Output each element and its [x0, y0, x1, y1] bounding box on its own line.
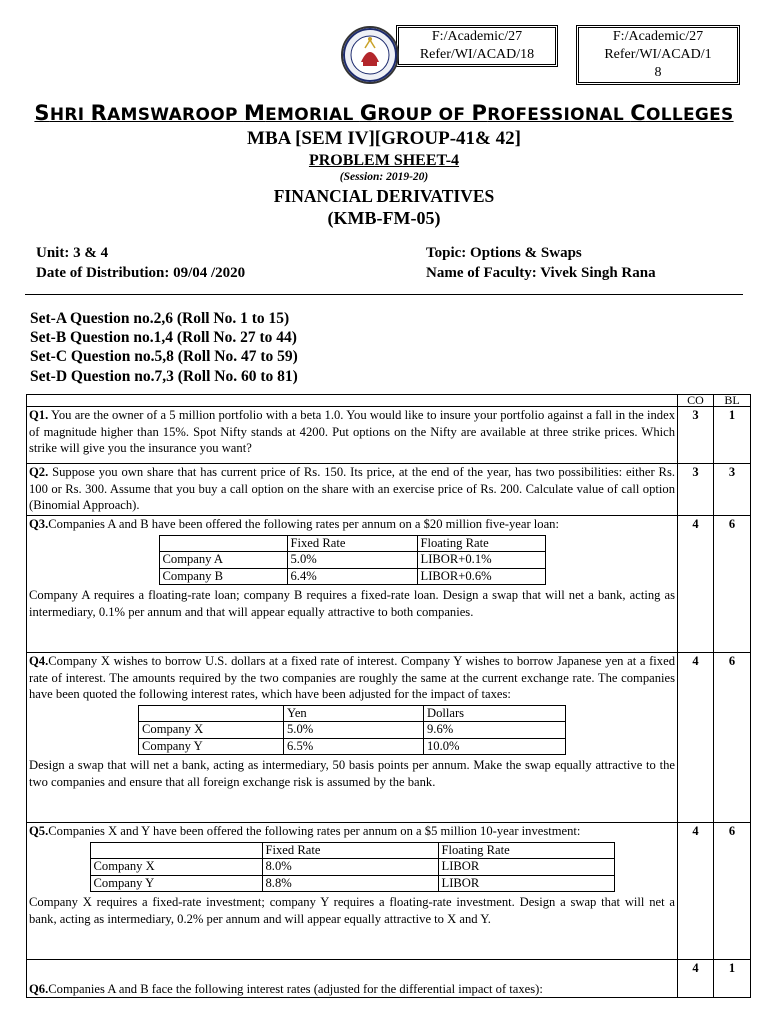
co-value: 3: [678, 407, 714, 464]
question-text: Suppose you own share that has current price of Rs. 150. Its price, at the end of the year, has two possibilities: either Rs. 100 or Rs. 300. Assume that you buy a call option on the share with an exercise price of Rs. 200. Calculate value of call option (Binomial Approach).: [29, 465, 675, 512]
reference-line: F:/Academic/27: [612, 29, 704, 44]
header-blank: [27, 395, 678, 407]
co-value: 4: [678, 653, 714, 823]
question-row: [27, 407, 751, 464]
rate-table-header-cell: [90, 842, 262, 859]
header-co: CO: [678, 395, 714, 407]
question-number: Q2.: [29, 465, 49, 479]
rate-table-cell: 9.6%: [424, 722, 566, 739]
rate-table-header-cell: Yen: [284, 705, 424, 722]
college-name-word: HRI: [49, 105, 91, 125]
set-line: Set-D Question no.7,3 (Roll No. 60 to 81): [30, 368, 298, 385]
college-logo: [341, 26, 399, 84]
bl-value: 6: [714, 516, 751, 653]
reference-line: Refer/WI/ACAD/1: [604, 47, 712, 62]
rate-table-cell: Company Y: [90, 875, 262, 892]
question-followup: Company A requires a floating-rate loan; company B requires a fixed-rate loan. Design a swap that will net a bank, acting as intermediary, 0.1% per annum and that will appear equally attractive to both companies.: [29, 588, 675, 619]
rate-table: [138, 705, 566, 756]
question-number: Q3.: [29, 517, 49, 531]
bl-value: 3: [714, 464, 751, 516]
question-number: Q6.: [29, 981, 49, 996]
question-number: Q4.: [29, 654, 49, 668]
question-cell: [27, 960, 678, 998]
college-name-word: EMORIAL: [265, 105, 360, 125]
rate-table-cell: Company Y: [139, 738, 284, 755]
question-cell: [27, 464, 678, 516]
faculty-label: Name of Faculty: Vivek Singh Rana: [426, 265, 656, 281]
rate-table-header-cell: Floating Rate: [417, 535, 545, 552]
rate-table-row: [159, 568, 545, 585]
program-title: MBA [SEM IV][GROUP-41& 42]: [247, 128, 521, 149]
question-cell: [27, 407, 678, 464]
set-line: Set-A Question no.2,6 (Roll No. 1 to 15): [30, 310, 290, 327]
rate-table-cell: 6.4%: [287, 568, 417, 585]
rate-table-header: [159, 535, 545, 552]
rate-table-header-cell: Fixed Rate: [287, 535, 417, 552]
rate-table-row: [90, 875, 614, 892]
reference-line: 8: [654, 65, 662, 80]
question-number: Q1.: [29, 408, 49, 422]
rate-table-cell: Company B: [159, 568, 287, 585]
reference-line: Refer/WI/ACAD/18: [419, 47, 535, 62]
question-number: Q5.: [29, 824, 49, 838]
date-label: Date of Distribution: 09/04 /2020: [36, 265, 246, 281]
reference-line: F:/Academic/27: [431, 29, 523, 44]
rate-table-cell: 5.0%: [287, 552, 417, 569]
rate-table: [90, 842, 615, 893]
question-table: [26, 394, 751, 998]
rate-table-row: [90, 859, 614, 876]
college-name-word: OLLEGES: [645, 105, 734, 125]
rate-table-header: [139, 705, 566, 722]
question-row: [27, 464, 751, 516]
question-row: [27, 823, 751, 960]
rate-table-cell: 8.8%: [262, 875, 438, 892]
subject-title: FINANCIAL DERIVATIVES: [273, 186, 495, 206]
college-name-capital: M: [243, 101, 266, 125]
co-value: 4: [678, 823, 714, 960]
rate-table-cell: Company A: [159, 552, 287, 569]
question-row: [27, 653, 751, 823]
rate-table-cell: LIBOR+0.6%: [417, 568, 545, 585]
college-name-word: ROUP OF: [377, 105, 472, 125]
question-cell: [27, 823, 678, 960]
rate-table-cell: LIBOR: [438, 859, 614, 876]
rate-table-cell: Company X: [90, 859, 262, 876]
co-value: 4: [678, 960, 714, 998]
rate-table-header-cell: Dollars: [424, 705, 566, 722]
rate-table-cell: Company X: [139, 722, 284, 739]
sheet-title: PROBLEM SHEET-4: [308, 152, 460, 169]
college-name-capital: R: [90, 101, 108, 125]
question-cell: [27, 516, 678, 653]
co-value: 3: [678, 464, 714, 516]
college-name-word: ROFESSIONAL: [487, 105, 631, 125]
question-text: Companies X and Y have been offered the following rates per annum on a $5 million 10-year investment:: [48, 824, 581, 838]
college-name-capital: G: [359, 101, 378, 125]
rate-table-cell: 5.0%: [284, 722, 424, 739]
college-name-capital: S: [34, 101, 50, 125]
set-line: Set-B Question no.1,4 (Roll No. 27 to 44): [30, 329, 297, 346]
bl-value: 1: [714, 960, 751, 998]
question-followup: Company X requires a fixed-rate investment; company Y requires a floating-rate investment. Design a swap that will net a bank, acting as intermediary, 0.2% per annum and will appear equally attractive to X and Y.: [29, 895, 675, 926]
question-text: Company X wishes to borrow U.S. dollars at a fixed rate of interest. Company Y wishes to borrow Japanese yen at a fixed rate of interest. The amounts required by the two companies are roughly the same at the current exchange rate. The companies have been quoted the following interest rates, which have been adjusted for the impact of taxes:: [29, 654, 675, 701]
rate-table-cell: LIBOR: [438, 875, 614, 892]
co-value: 4: [678, 516, 714, 653]
table-header-row: [27, 395, 751, 407]
rate-table-row: [139, 722, 566, 739]
reference-box-2: [576, 25, 740, 85]
question-text: You are the owner of a 5 million portfolio with a beta 1.0. You would like to insure your portfolio against a fall in the index of magnitude higher than 15%. Spot Nifty stands at 4200. Put options on the Nifty are available at three strike prices. Which strike will give you the insurance you want?: [29, 408, 675, 455]
college-name-capital: P: [471, 101, 488, 125]
bl-value: 6: [714, 653, 751, 823]
bl-value: 1: [714, 407, 751, 464]
bl-value: 6: [714, 823, 751, 960]
question-cell: [27, 653, 678, 823]
college-name-word: AMSWAROOP: [107, 105, 244, 125]
question-text: Companies A and B have been offered the following rates per annum on a $20 million five-year loan:: [48, 517, 559, 531]
unit-label: Unit: 3 & 4: [36, 245, 109, 261]
rate-table-cell: 6.5%: [284, 738, 424, 755]
topic-label: Topic: Options & Swaps: [426, 245, 582, 261]
divider: [25, 294, 743, 295]
rate-table-header-cell: Floating Rate: [438, 842, 614, 859]
set-line: Set-C Question no.5,8 (Roll No. 47 to 59): [30, 348, 298, 365]
college-name-capital: C: [630, 101, 646, 125]
rate-table-row: [139, 738, 566, 755]
rate-table-cell: LIBOR+0.1%: [417, 552, 545, 569]
rate-table-cell: 8.0%: [262, 859, 438, 876]
question-followup: Design a swap that will net a bank, acting as intermediary, 50 basis points per annum. Make the swap equally attractive to the two companies and ensure that all foreign exchange risk is assumed by the bank.: [29, 758, 675, 789]
reference-box-1: [396, 25, 558, 67]
session-label: (Session: 2019-20): [339, 171, 429, 183]
rate-table-row: [159, 552, 545, 569]
question-row: [27, 960, 751, 998]
question-text: Companies A and B face the following interest rates (adjusted for the differential impact of taxes):: [48, 981, 543, 996]
college-name: [0, 101, 768, 125]
rate-table-header-cell: Fixed Rate: [262, 842, 438, 859]
subject-code: (KMB-FM-05): [327, 208, 441, 228]
rate-table-cell: 10.0%: [424, 738, 566, 755]
header-bl: BL: [714, 395, 751, 407]
rate-table-header-cell: [139, 705, 284, 722]
rate-table-header: [90, 842, 614, 859]
question-row: [27, 516, 751, 653]
rate-table-header-cell: [159, 535, 287, 552]
rate-table: [159, 535, 546, 586]
